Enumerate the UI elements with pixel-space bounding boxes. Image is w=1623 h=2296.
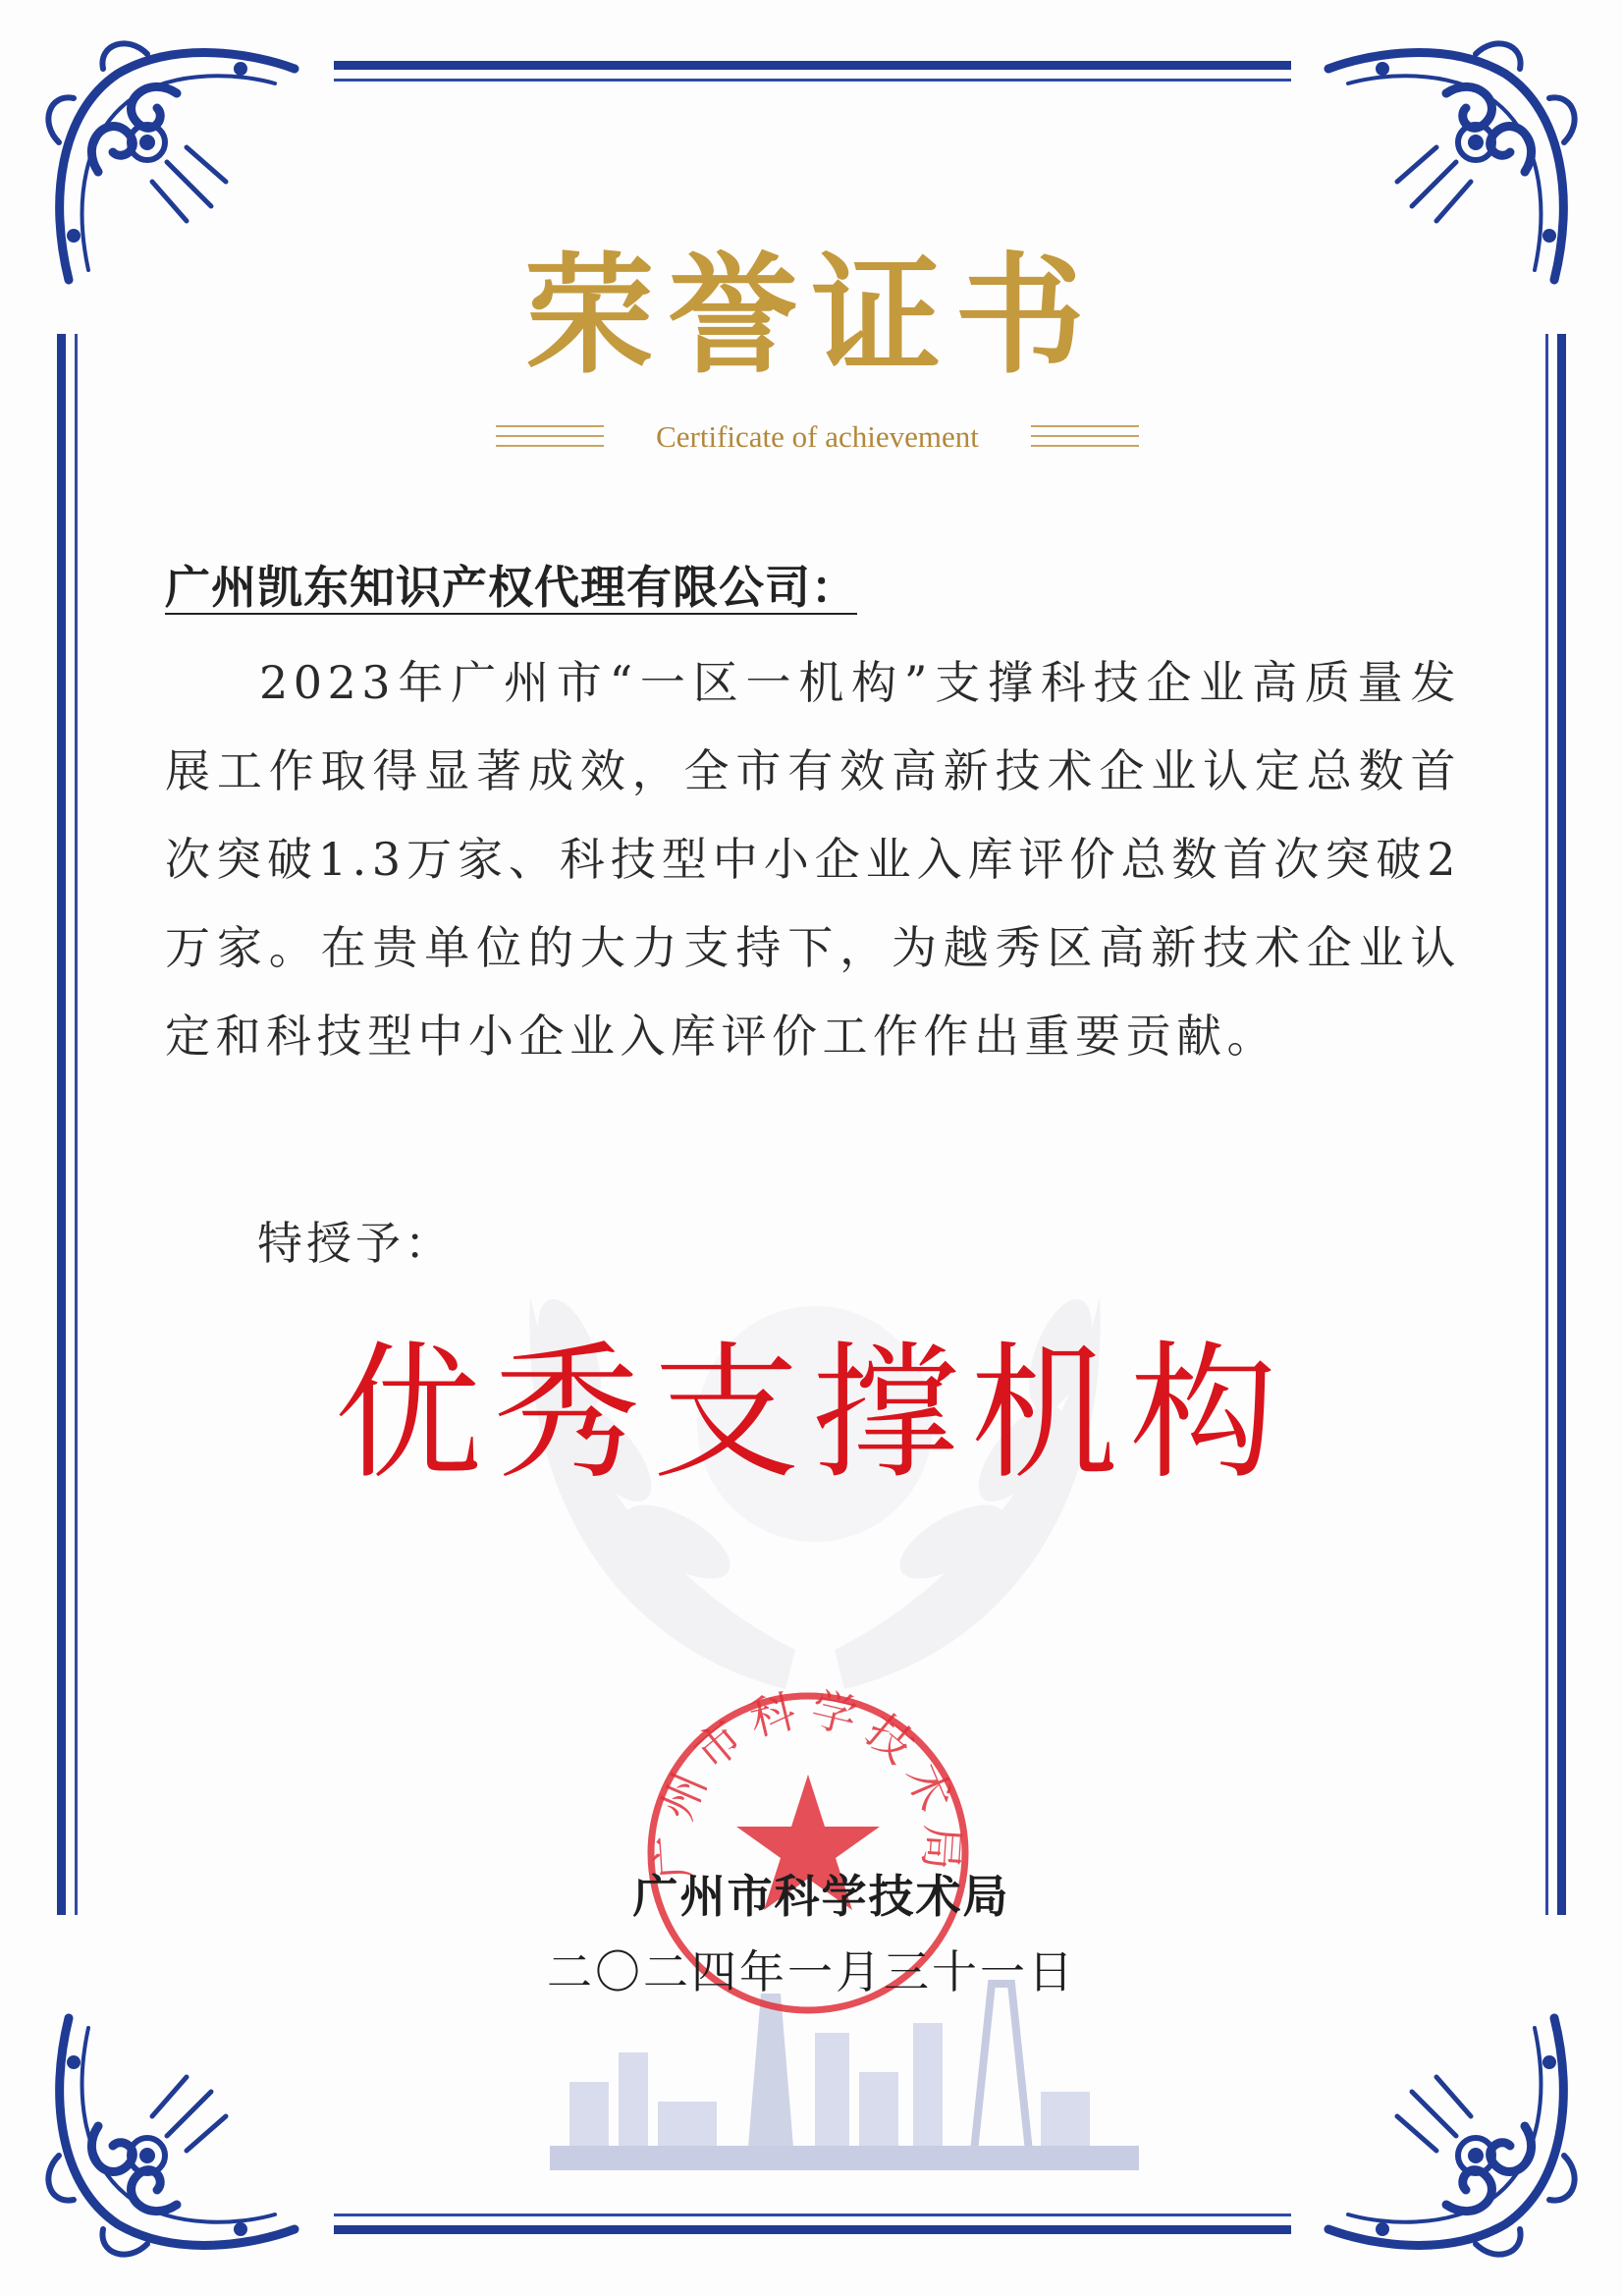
frame-top-line <box>334 61 1291 70</box>
certificate-body-text: 2023年广州市“一区一机构”支撑科技企业高质量发展工作取得显著成效，全市有效高新技术企业认定总数首次突破1.3万家、科技型中小企业入库评价总数首次突破2万家。在贵单位的大力支持下，为越秀区高新技术企业认定和科技型中小企业入库评价工作作出重要贡献。 <box>165 656 1461 1063</box>
corner-ornament-bottom-right <box>1309 1989 1594 2273</box>
certificate-subtitle: Certificate of achievement <box>656 419 979 454</box>
frame-top-thin-line <box>334 79 1291 82</box>
issue-date: 二〇二四年一月三十一日 <box>547 1945 1076 1998</box>
subtitle-right-rule <box>1031 417 1139 457</box>
subtitle-row <box>496 417 1139 457</box>
ornament-icon <box>29 1989 314 2273</box>
frame-right-line <box>1557 334 1566 1915</box>
seal-text: 广州市科学技术局 <box>646 1681 970 1883</box>
ornament-icon <box>1309 1989 1594 2273</box>
award-title: 优秀支撑机构 <box>334 1329 1289 1500</box>
frame-left-thin-line <box>75 334 78 1915</box>
issuer-name: 广州市科学技术局 <box>632 1870 1010 1923</box>
frame-bottom-line <box>334 2225 1291 2234</box>
certificate-title: 荣誉证书 <box>524 240 1099 392</box>
grant-label: 特授予： <box>257 1217 454 1270</box>
frame-left-line <box>57 334 66 1915</box>
recipient-name: 广州凯东知识产权代理有限公司： <box>165 561 857 614</box>
corner-ornament-bottom-left <box>29 1989 314 2273</box>
frame-bottom-thin-line <box>334 2214 1291 2216</box>
frame-right-thin-line <box>1545 334 1548 1915</box>
